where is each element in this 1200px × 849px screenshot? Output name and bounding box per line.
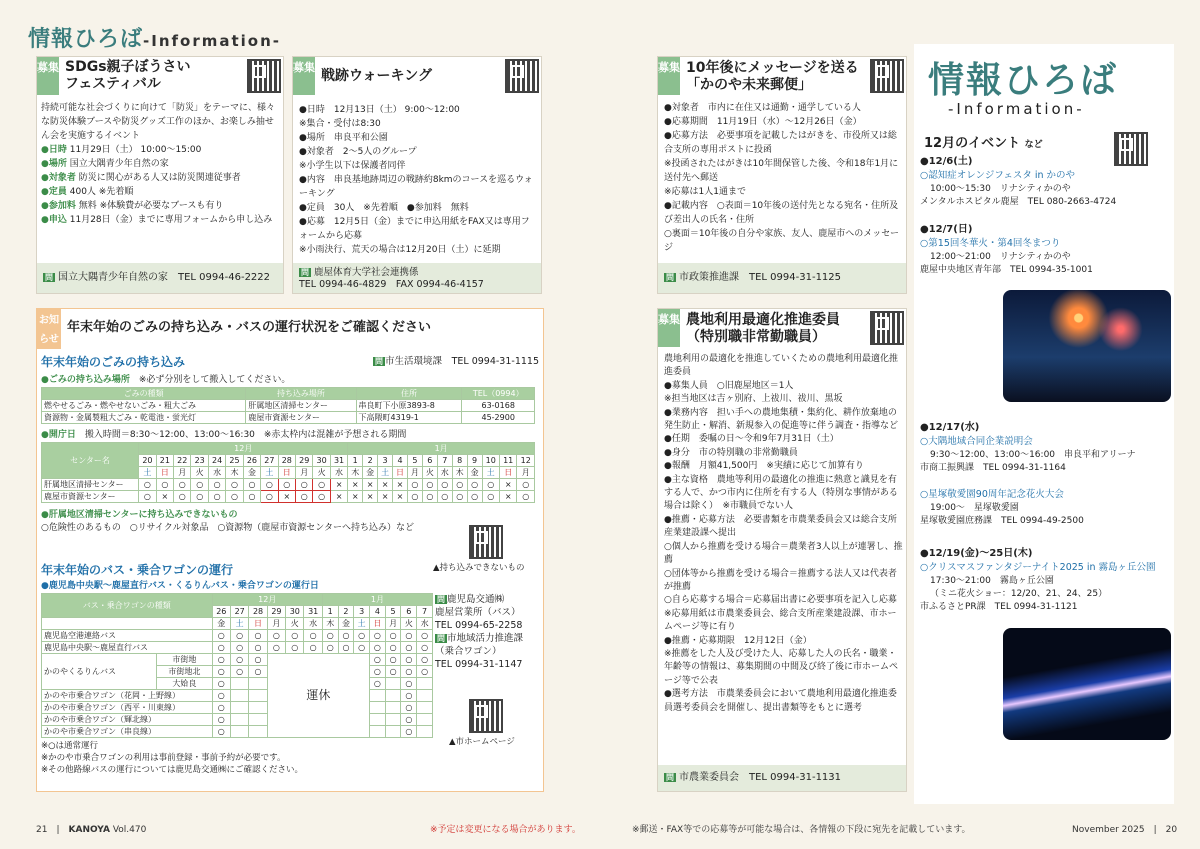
notice-title: 年末年始のごみの持ち込み・バスの運行状況をご確認ください	[67, 320, 432, 335]
calendar-weekday: 月	[174, 467, 191, 479]
calendar-day: 20	[139, 455, 156, 467]
card-footer: 問 市政策推進課 TEL 0994-31-1125	[658, 263, 906, 293]
page-footer-right: November 2025 | 20	[1072, 825, 1178, 835]
card-title: 農地利用最適化推進委員 （特別職非常勤職員）	[686, 312, 840, 345]
qr-code-icon[interactable]	[469, 525, 503, 559]
event-3: ●12/17(水) ○大隅地域合同企業説明会 9:30～12:00、13:00～16:00 串良平和アリーナ 市商工振興課 TEL 0994-31-1164	[920, 422, 1136, 473]
calendar-weekday: 水	[208, 467, 225, 479]
table-row: かのや市乗合ワゴン（輝北線） ○ ○	[42, 714, 433, 726]
calendar-day: 4	[393, 455, 408, 467]
page-footer-left: 21 | KANOYA Vol.470	[36, 825, 147, 835]
recruit-tag: 募集	[37, 57, 59, 95]
calendar-weekday: 日	[393, 467, 408, 479]
bus-subtitle: ●鹿児島中央駅～鹿屋直行バス・くるりんバス・乗合ワゴンの運行日	[41, 581, 319, 591]
calendar-weekday: 火	[422, 467, 437, 479]
card-farmland-committee	[657, 308, 907, 792]
event-1: ●12/6(土) ○認知症オレンジフェスタ in かのや 10:00～15:30 リナシティかのや メンタルホスピタル鹿屋 TEL 080-2663-4724	[920, 156, 1117, 207]
card-body	[41, 101, 279, 227]
calendar-weekday: 日	[499, 467, 516, 479]
right-subtitle: -Information-	[948, 100, 1085, 118]
recruit-tag: 募集	[293, 57, 315, 95]
table-row: 鹿児島空港連絡バス ○ ○ ○ ○ ○ ○ ○ ○ ○ ○ ○ ○ ○	[42, 630, 433, 642]
card-title: 戦跡ウォーキング	[321, 68, 433, 84]
notice-tag: お知らせ	[37, 309, 61, 349]
calendar-day: 6	[422, 455, 437, 467]
calendar-day: 24	[208, 455, 225, 467]
recruit-tag: 募集	[658, 57, 680, 95]
qr-code-icon[interactable]	[505, 59, 539, 93]
calendar-center-header: センター名	[42, 443, 139, 479]
table-row: 資源物・金属製粗大ごみ・乾電池・蛍光灯 鹿屋市資源センター 下高隈町4319-1 45-2900	[42, 412, 535, 424]
table-row: 鹿屋市資源センター ○ × ○ ○ ○ ○ ○ ○ × ○ ○ × × × × × ○ ○ ○ ○ ○ ○ × ○	[42, 491, 535, 503]
recruit-tag: 募集	[658, 309, 680, 347]
calendar-weekday: 水	[437, 467, 452, 479]
calendar-weekday: 日	[156, 467, 173, 479]
card-sdgs-festival	[36, 56, 284, 294]
table-row: かのやくるりんバス 市街地 ○ ○ ○ 運休 ○ ○ ○ ○	[42, 654, 433, 666]
calendar-weekday: 金	[467, 467, 482, 479]
calendar-day: 8	[452, 455, 467, 467]
calendar-weekday: 土	[482, 467, 499, 479]
calendar-day: 29	[296, 455, 313, 467]
calendar-weekday: 土	[378, 467, 393, 479]
events-title: 12月のイベント など	[924, 136, 1043, 151]
illumination-photo	[1003, 628, 1171, 740]
line-apply: ●申込 11月28日（金）までに専用フォームから申し込み	[41, 215, 273, 225]
place-table: ごみの種類 持ち込み場所 住所 TEL（0994） 燃やせるごみ・燃やせないごみ・粗大ごみ 肝属地区清掃センター 串良町下小原3893-8 63-0168 資源物・金属製粗大ごみ・乾電池・蛍光灯 鹿屋市資源センター 下高隈町4319-1 45-2900	[41, 387, 535, 424]
bus-contacts: 問 鹿児島交通㈱ 鹿屋営業所（バス） TEL 0994-65-2258 問 市地域活力推進課 （乗合ワゴン） TEL 0994-31-1147	[435, 594, 524, 670]
notice-year-end	[36, 308, 544, 792]
calendar-day: 28	[278, 455, 295, 467]
card-body: 農地利用の最適化を推進していくための農地利用最適化推進委員 ●募集人員 ○旧鹿屋地区＝1人 ※担当地区は吉ヶ別府、上祓川、祓川、黒坂 ●業務内容 担い手への農地集積・集約化、耕作放棄地の発生防止・解消、新規参入の促進等に伴う調査・指導など ●任期 委嘱の日～令和9年7月31日（土） ●身分 市の特別職の非常勤職員 ●報酬 月額41,500円 ※実績に応じて加算有り ●主な資格 農地等利用の最適化の推進に熱意と識見を有する人で、かつ市内に住所を有する人（特別な事情がある場合は除く） ※市職員でない人 ●推薦・応募方法 必要書類を市農業委員会又は総合支所産業建設課へ提出 ○個人から推薦を受ける場合＝農業者3人以上が連署し、推薦 ○団体等から推薦を受ける場合＝推薦する法人又は代表者が推薦 ○自ら応募する場合＝応募届出書に必要事項を記入し応募 ※応募用紙は市農業委員会、総合支所産業建設課、市ホームページ等に有り ●推薦・応募期限 12月12日（金） ※推薦をした人及び受けた人、応募した人の氏名・職業・年齢等の情報は、募集期間の中間及び終了後に市ホームページ等で公表 ●選考方法 市農業委員会において農地利用最適化推進委員選考委員会を開催し、提出書類等をもとに選考	[664, 354, 903, 713]
header-subtitle: -Information-	[143, 32, 282, 50]
calendar-weekday: 月	[407, 467, 422, 479]
calendar-day: 5	[407, 455, 422, 467]
calendar-day: 3	[378, 455, 393, 467]
calendar-weekday: 土	[139, 467, 156, 479]
calendar-day: 21	[156, 455, 173, 467]
calendar-day: 12	[517, 455, 535, 467]
line-datetime: ●日時 11月29日（土） 10:00～15:00	[41, 145, 202, 155]
card-senseki-walking	[292, 56, 542, 294]
hours-line: ●開庁日 搬入時間＝8:30～12:00、13:00～16:30 ※赤太枠内は混雑が予想される期間	[41, 430, 407, 440]
intro-text: 持続可能な社会づくりに向けて「防災」をテーマに、様々な防災体験ブースや防災グッズ工作のほか、お楽しみ抽せん会を実施するイベント	[41, 103, 276, 141]
calendar-weekday: 火	[313, 467, 330, 479]
calendar-weekday: 木	[226, 467, 243, 479]
table-row: 大姶良 ○ ○ ○	[42, 678, 433, 690]
card-future-mail	[657, 56, 907, 294]
card-body: ●対象者 市内に在住又は通勤・通学している人 ●応募期間 11月19日（水）～12月26日（金） ●応募方法 必要事項を記載したはがきを、市役所又は総合支所の専用ポストに投函 ※投函されたはがきは10年間保管した後、令和18年1月に送付先へ郵送 ※応募は1人1通まで ●記載内容 ○表面＝10年後の送付先となる宛名・住所及び差出人の氏名・住所 ○裏面＝10年後の自分や家族、友人、鹿屋市へのメッセージ	[664, 103, 899, 253]
line-target: ●対象者 防災に関心がある人又は防災関連従事者	[41, 173, 241, 183]
cannot-text: ○危険性のあるもの ○リサイクル対象品 ○資源物（鹿屋市資源センターへ持ち込み）など	[41, 523, 414, 533]
calendar-day: 31	[330, 455, 347, 467]
calendar-weekday: 土	[261, 467, 278, 479]
table-row: 市街地北 ○ ○ ○ ○ ○ ○ ○	[42, 666, 433, 678]
calendar-day: 11	[499, 455, 516, 467]
calendar-weekday: 日	[278, 467, 295, 479]
bus-header: バス・乗合ワゴンの種類	[42, 594, 213, 618]
garbage-title: 年末年始のごみの持ち込み	[41, 355, 186, 369]
closed-label: 運休	[267, 654, 369, 738]
card-title: SDGs親子ぼうさい フェスティバル	[65, 59, 191, 92]
qr-code-icon[interactable]	[247, 59, 281, 93]
card-footer: 問 国立大隅青少年自然の家 TEL 0994-46-2222	[37, 263, 283, 293]
table-row: 肝属地区清掃センター ○ ○ ○ ○ ○ ○ ○ ○ ○ ○ ○ × × × × × ○ ○ ○ ○ ○ ○ × ○	[42, 479, 535, 491]
calendar-day: 25	[226, 455, 243, 467]
calendar-weekday: 木	[348, 467, 363, 479]
right-title: 情報ひろば	[928, 60, 1119, 101]
calendar-day: 1	[348, 455, 363, 467]
card-body: ●日時 12月13日（土） 9:00～12:00 ※集合・受付は8:30 ●場所 串良平和公園 ●対象者 2～5人のグループ ※小学生以下は保護者同伴 ●内容 串良基地跡周辺の戦跡約8kmのコースを巡るウォーキング ●定員 30人 ※先着順 ●参加料 無料 ●応募 12月5日（金）までに申込用紙をFAX又は専用フォームから応募 ※小雨決行、荒天の場合は12月20日（土）に延期	[299, 105, 533, 255]
calendar-weekday: 月	[517, 467, 535, 479]
line-fee: ●参加料 無料 ※体験費が必要なブースも有り	[41, 201, 224, 211]
event-4: ○星塚敬愛園90周年記念花火大会 19:00～ 星塚敬愛園 星塚敬愛園庶務課 TEL 0994-49-2500	[920, 489, 1084, 526]
card-footer: 問 鹿屋体育大学社会連携係 TEL 0994-46-4829 FAX 0994-46-4157	[293, 263, 541, 293]
bus-title: 年末年始のバス・乗合ワゴンの運行	[41, 563, 234, 577]
calendar-day: 22	[174, 455, 191, 467]
qr-code-icon[interactable]	[870, 311, 904, 345]
table-row: かのや市乗合ワゴン（西平・川東線） ○ ○	[42, 702, 433, 714]
calendar-day: 9	[467, 455, 482, 467]
calendar-day: 26	[243, 455, 260, 467]
footer-note-1: ※予定は変更になる場合があります。	[430, 825, 581, 835]
table-row: 燃やせるごみ・燃やせないごみ・粗大ごみ 肝属地区清掃センター 串良町下小原3893-8 63-0168	[42, 400, 535, 412]
qr-code-icon[interactable]	[870, 59, 904, 93]
table-row: 鹿児島中央駅～鹿屋直行バス ○ ○ ○ ○ ○ ○ ○ ○ ○ ○ ○ ○ ○	[42, 642, 433, 654]
bus-notes: ※○は通常運行 ※かのや市乗合ワゴンの利用は事前登録・事前予約が必要です。 ※その他路線バスの運行については鹿児島交通㈱にご確認ください。	[41, 741, 303, 775]
calendar-day: 10	[482, 455, 499, 467]
garbage-section	[41, 353, 539, 533]
card-title: 10年後にメッセージを送る 「かのや未来郵便」	[686, 60, 859, 93]
place-label: ●ごみの持ち込み場所 ※必ず分別をして搬入してください。	[41, 375, 291, 385]
line-capacity: ●定員 400人 ※先着順	[41, 187, 134, 197]
table-row: かのや市乗合ワゴン（串良線） ○ ○	[42, 726, 433, 738]
event-2: ●12/7(日) ○第15回冬華火・第4回冬まつり 12:00～21:00 リナシティかのや 鹿屋中央地区青年部 TEL 0994-35-1001	[920, 224, 1093, 275]
calendar-table: センター名 12月 1月 20 21 22 23 24 25 26 27 28 29 30 31 1 2 3 4 5 6 7 8 9 10 11 12 土 日 月 火 水 木 金 土 日 月 火 水 木 金 土 日 月 火 水 木 金 土 日 月 肝属地区清掃センター ○ ○ ○ ○ ○ ○ ○ ○ ○ ○ ○ × × × × × ○ ○ ○ ○ ○ ○ × ○ 鹿屋市資源センター ○ × ○ ○ ○ ○ ○ ○ × ○ ○ × × × × × ○ ○ ○ ○ ○ ○ × ○	[41, 442, 535, 503]
line-place: ●場所 国立大隅青少年自然の家	[41, 159, 169, 169]
table-row: かのや市乗合ワゴン（花岡・上野線） ○ ○	[42, 690, 433, 702]
calendar-weekday: 金	[243, 467, 260, 479]
footer-note-2: ※郵送・FAX等での応募等が可能な場合は、各情報の下段に宛先を記載しています。	[632, 825, 971, 835]
garbage-contact: 問 市生活環境課 TEL 0994-31-1115	[375, 356, 539, 367]
calendar-weekday: 火	[191, 467, 208, 479]
page-header	[28, 22, 281, 53]
calendar-weekday: 木	[452, 467, 467, 479]
card-footer: 問 市農業委員会 TEL 0994-31-1131	[658, 765, 906, 791]
qr-caption: ▲市ホームページ	[449, 737, 515, 747]
bus-table: バス・乗合ワゴンの種類 12月 1月 26 27 28 29 30 31 1 2 3 4 5 6 7 金 土 日 月 火 水 木 金 土 日 月 火 水 鹿児島空港連絡バス ○ ○ ○ ○ ○ ○ ○ ○ ○ ○ ○ ○ ○ 鹿児島中央駅～鹿屋直行バス ○ ○ ○ ○ ○ ○ ○ ○ ○ ○ ○ ○ ○ かのやくるりんバス 市街地 ○ ○ ○ 運休 ○ ○ ○ ○ 市街地北 ○ ○ ○ ○ ○ ○ ○ 大姶良 ○ ○ ○ かのや市乗合ワゴン（花岡・上野線） ○ ○ かのや市乗合ワゴン（西平・川東線） ○ ○ かのや市乗合ワゴン（輝北線） ○ ○ かのや市乗合ワゴン（串良線） ○ ○	[41, 593, 433, 738]
qr-code-icon[interactable]	[469, 699, 503, 733]
calendar-day: 7	[437, 455, 452, 467]
calendar-weekday: 水	[330, 467, 347, 479]
event-5: ●12/19(金)～25日(木) ○クリスマスファンタジーナイト2025 in 霧島ヶ丘公園 17:30～21:00 霧島ヶ丘公園 （ミニ花火ショー：12/20、21、24、25） 市ふるさとPR課 TEL 0994-31-1121	[920, 548, 1156, 612]
calendar-day: 30	[313, 455, 330, 467]
calendar-day: 23	[191, 455, 208, 467]
calendar-weekday: 金	[363, 467, 378, 479]
cannot-title: ●肝属地区清掃センターに持ち込みできないもの	[41, 510, 238, 520]
calendar-day: 2	[363, 455, 378, 467]
calendar-weekday: 月	[296, 467, 313, 479]
calendar-day: 27	[261, 455, 278, 467]
qr-caption: ▲持ち込みできないもの	[433, 563, 525, 573]
fireworks-photo	[1003, 290, 1171, 402]
header-title: 情報ひろば	[28, 27, 144, 52]
